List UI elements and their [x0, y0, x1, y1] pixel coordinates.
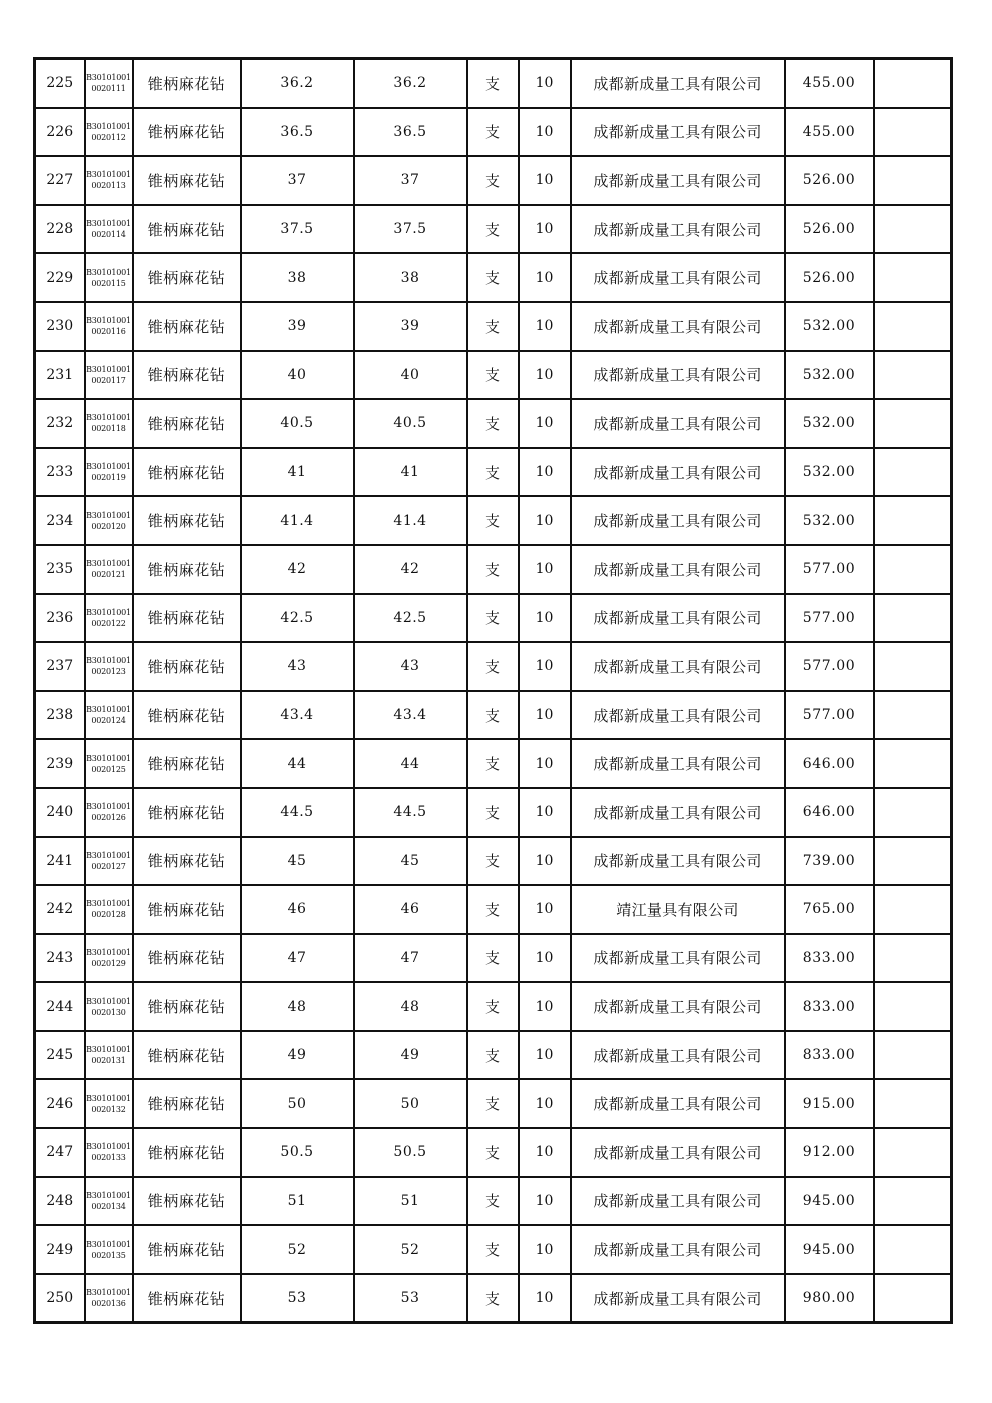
table-body [35, 59, 952, 1323]
manufacturer: 成都新成量工具有限公司 [571, 351, 785, 400]
item-unit: 支 [467, 1274, 519, 1323]
item-name: 锥柄麻花钻 [133, 1128, 241, 1177]
item-code: B301010010020129 [85, 934, 133, 983]
unit-price: 526.00 [785, 205, 874, 254]
item-model: 49 [354, 1031, 467, 1080]
row-number: 232 [35, 399, 85, 448]
manufacturer: 成都新成量工具有限公司 [571, 1225, 785, 1274]
item-unit: 支 [467, 982, 519, 1031]
remark-cell [874, 594, 952, 643]
item-name: 锥柄麻花钻 [133, 351, 241, 400]
item-code: B301010010020123 [85, 642, 133, 691]
item-name: 锥柄麻花钻 [133, 156, 241, 205]
item-quantity: 10 [519, 1079, 571, 1128]
manufacturer: 成都新成量工具有限公司 [571, 1274, 785, 1323]
remark-cell [874, 739, 952, 788]
item-code: B301010010020121 [85, 545, 133, 594]
item-name: 锥柄麻花钻 [133, 253, 241, 302]
item-name: 锥柄麻花钻 [133, 1079, 241, 1128]
item-unit: 支 [467, 1079, 519, 1128]
item-name: 锥柄麻花钻 [133, 739, 241, 788]
item-model: 37 [354, 156, 467, 205]
item-unit: 支 [467, 594, 519, 643]
item-name: 锥柄麻花钻 [133, 1225, 241, 1274]
item-quantity: 10 [519, 1225, 571, 1274]
item-spec: 39 [241, 302, 354, 351]
item-quantity: 10 [519, 837, 571, 886]
item-model: 42 [354, 545, 467, 594]
item-model: 40 [354, 351, 467, 400]
item-name: 锥柄麻花钻 [133, 642, 241, 691]
table-row [35, 691, 952, 740]
item-unit: 支 [467, 545, 519, 594]
manufacturer: 靖江量具有限公司 [571, 885, 785, 934]
item-spec: 36.5 [241, 108, 354, 157]
row-number: 240 [35, 788, 85, 837]
row-number: 229 [35, 253, 85, 302]
unit-price: 532.00 [785, 399, 874, 448]
item-code: B301010010020115 [85, 253, 133, 302]
item-code: B301010010020116 [85, 302, 133, 351]
row-number: 230 [35, 302, 85, 351]
item-spec: 42.5 [241, 594, 354, 643]
item-code: B301010010020114 [85, 205, 133, 254]
row-number: 236 [35, 594, 85, 643]
item-unit: 支 [467, 934, 519, 983]
unit-price: 532.00 [785, 351, 874, 400]
item-model: 36.5 [354, 108, 467, 157]
remark-cell [874, 788, 952, 837]
item-spec: 48 [241, 982, 354, 1031]
item-unit: 支 [467, 351, 519, 400]
item-spec: 42 [241, 545, 354, 594]
item-spec: 41 [241, 448, 354, 497]
remark-cell [874, 253, 952, 302]
item-model: 40.5 [354, 399, 467, 448]
item-quantity: 10 [519, 302, 571, 351]
item-name: 锥柄麻花钻 [133, 1177, 241, 1226]
unit-price: 646.00 [785, 788, 874, 837]
unit-price: 532.00 [785, 302, 874, 351]
item-model: 39 [354, 302, 467, 351]
item-quantity: 10 [519, 205, 571, 254]
item-spec: 52 [241, 1225, 354, 1274]
row-number: 237 [35, 642, 85, 691]
remark-cell [874, 982, 952, 1031]
unit-price: 577.00 [785, 642, 874, 691]
remark-cell [874, 545, 952, 594]
item-spec: 46 [241, 885, 354, 934]
item-model: 50.5 [354, 1128, 467, 1177]
unit-price: 833.00 [785, 934, 874, 983]
item-code: B301010010020112 [85, 108, 133, 157]
remark-cell [874, 59, 952, 108]
item-name: 锥柄麻花钻 [133, 594, 241, 643]
item-spec: 44.5 [241, 788, 354, 837]
table-row [35, 545, 952, 594]
unit-price: 532.00 [785, 448, 874, 497]
item-code: B301010010020132 [85, 1079, 133, 1128]
item-name: 锥柄麻花钻 [133, 545, 241, 594]
item-code: B301010010020130 [85, 982, 133, 1031]
item-spec: 37 [241, 156, 354, 205]
item-model: 41.4 [354, 496, 467, 545]
manufacturer: 成都新成量工具有限公司 [571, 59, 785, 108]
item-model: 43.4 [354, 691, 467, 740]
table-row [35, 448, 952, 497]
table-row [35, 1274, 952, 1323]
item-quantity: 10 [519, 545, 571, 594]
item-model: 37.5 [354, 205, 467, 254]
item-name: 锥柄麻花钻 [133, 496, 241, 545]
item-spec: 47 [241, 934, 354, 983]
item-unit: 支 [467, 1177, 519, 1226]
item-model: 51 [354, 1177, 467, 1226]
item-name: 锥柄麻花钻 [133, 205, 241, 254]
table-row [35, 496, 952, 545]
item-quantity: 10 [519, 496, 571, 545]
remark-cell [874, 496, 952, 545]
item-spec: 44 [241, 739, 354, 788]
item-quantity: 10 [519, 1031, 571, 1080]
table-row [35, 885, 952, 934]
item-quantity: 10 [519, 448, 571, 497]
table-row [35, 59, 952, 108]
item-code: B301010010020124 [85, 691, 133, 740]
row-number: 242 [35, 885, 85, 934]
manufacturer: 成都新成量工具有限公司 [571, 496, 785, 545]
item-quantity: 10 [519, 594, 571, 643]
manufacturer: 成都新成量工具有限公司 [571, 1079, 785, 1128]
item-quantity: 10 [519, 934, 571, 983]
remark-cell [874, 691, 952, 740]
item-spec: 45 [241, 837, 354, 886]
unit-price: 646.00 [785, 739, 874, 788]
remark-cell [874, 205, 952, 254]
item-quantity: 10 [519, 59, 571, 108]
remark-cell [874, 351, 952, 400]
item-code: B301010010020128 [85, 885, 133, 934]
remark-cell [874, 1031, 952, 1080]
item-spec: 40.5 [241, 399, 354, 448]
table-row [35, 302, 952, 351]
remark-cell [874, 642, 952, 691]
table-row [35, 1128, 952, 1177]
manufacturer: 成都新成量工具有限公司 [571, 156, 785, 205]
item-quantity: 10 [519, 691, 571, 740]
item-name: 锥柄麻花钻 [133, 1031, 241, 1080]
item-spec: 40 [241, 351, 354, 400]
item-code: B301010010020125 [85, 739, 133, 788]
item-name: 锥柄麻花钻 [133, 788, 241, 837]
unit-price: 833.00 [785, 1031, 874, 1080]
unit-price: 455.00 [785, 59, 874, 108]
row-number: 243 [35, 934, 85, 983]
row-number: 248 [35, 1177, 85, 1226]
manufacturer: 成都新成量工具有限公司 [571, 399, 785, 448]
item-unit: 支 [467, 108, 519, 157]
item-spec: 41.4 [241, 496, 354, 545]
row-number: 244 [35, 982, 85, 1031]
manufacturer: 成都新成量工具有限公司 [571, 1177, 785, 1226]
remark-cell [874, 1177, 952, 1226]
row-number: 231 [35, 351, 85, 400]
remark-cell [874, 399, 952, 448]
item-code: B301010010020118 [85, 399, 133, 448]
item-unit: 支 [467, 885, 519, 934]
table-row [35, 351, 952, 400]
item-model: 36.2 [354, 59, 467, 108]
item-spec: 51 [241, 1177, 354, 1226]
item-code: B301010010020131 [85, 1031, 133, 1080]
item-quantity: 10 [519, 253, 571, 302]
item-model: 53 [354, 1274, 467, 1323]
table-row [35, 399, 952, 448]
item-code: B301010010020133 [85, 1128, 133, 1177]
row-number: 227 [35, 156, 85, 205]
remark-cell [874, 108, 952, 157]
remark-cell [874, 448, 952, 497]
item-quantity: 10 [519, 108, 571, 157]
item-name: 锥柄麻花钻 [133, 108, 241, 157]
item-code: B301010010020111 [85, 59, 133, 108]
item-quantity: 10 [519, 788, 571, 837]
item-model: 48 [354, 982, 467, 1031]
unit-price: 833.00 [785, 982, 874, 1031]
price-list-table [33, 57, 953, 1324]
manufacturer: 成都新成量工具有限公司 [571, 1128, 785, 1177]
manufacturer: 成都新成量工具有限公司 [571, 108, 785, 157]
item-model: 52 [354, 1225, 467, 1274]
item-code: B301010010020135 [85, 1225, 133, 1274]
item-code: B301010010020134 [85, 1177, 133, 1226]
item-quantity: 10 [519, 351, 571, 400]
item-model: 43 [354, 642, 467, 691]
manufacturer: 成都新成量工具有限公司 [571, 448, 785, 497]
item-quantity: 10 [519, 1128, 571, 1177]
row-number: 225 [35, 59, 85, 108]
item-name: 锥柄麻花钻 [133, 399, 241, 448]
manufacturer: 成都新成量工具有限公司 [571, 545, 785, 594]
row-number: 249 [35, 1225, 85, 1274]
item-unit: 支 [467, 1225, 519, 1274]
item-name: 锥柄麻花钻 [133, 982, 241, 1031]
item-model: 38 [354, 253, 467, 302]
item-code: B301010010020117 [85, 351, 133, 400]
row-number: 228 [35, 205, 85, 254]
row-number: 226 [35, 108, 85, 157]
table-row [35, 642, 952, 691]
item-name: 锥柄麻花钻 [133, 885, 241, 934]
item-unit: 支 [467, 739, 519, 788]
manufacturer: 成都新成量工具有限公司 [571, 788, 785, 837]
unit-price: 915.00 [785, 1079, 874, 1128]
unit-price: 577.00 [785, 691, 874, 740]
unit-price: 945.00 [785, 1177, 874, 1226]
row-number: 247 [35, 1128, 85, 1177]
item-unit: 支 [467, 1128, 519, 1177]
manufacturer: 成都新成量工具有限公司 [571, 302, 785, 351]
table-row [35, 837, 952, 886]
item-name: 锥柄麻花钻 [133, 59, 241, 108]
row-number: 245 [35, 1031, 85, 1080]
remark-cell [874, 156, 952, 205]
table-row [35, 156, 952, 205]
table-row [35, 739, 952, 788]
row-number: 246 [35, 1079, 85, 1128]
manufacturer: 成都新成量工具有限公司 [571, 1031, 785, 1080]
item-model: 41 [354, 448, 467, 497]
unit-price: 912.00 [785, 1128, 874, 1177]
item-unit: 支 [467, 59, 519, 108]
item-unit: 支 [467, 253, 519, 302]
row-number: 239 [35, 739, 85, 788]
item-quantity: 10 [519, 739, 571, 788]
item-model: 46 [354, 885, 467, 934]
item-name: 锥柄麻花钻 [133, 1274, 241, 1323]
table-row [35, 788, 952, 837]
item-name: 锥柄麻花钻 [133, 302, 241, 351]
item-name: 锥柄麻花钻 [133, 448, 241, 497]
unit-price: 739.00 [785, 837, 874, 886]
item-spec: 43 [241, 642, 354, 691]
item-code: B301010010020126 [85, 788, 133, 837]
unit-price: 980.00 [785, 1274, 874, 1323]
item-spec: 50 [241, 1079, 354, 1128]
row-number: 238 [35, 691, 85, 740]
item-unit: 支 [467, 642, 519, 691]
item-spec: 36.2 [241, 59, 354, 108]
table-row [35, 1225, 952, 1274]
item-unit: 支 [467, 691, 519, 740]
item-unit: 支 [467, 837, 519, 886]
manufacturer: 成都新成量工具有限公司 [571, 691, 785, 740]
manufacturer: 成都新成量工具有限公司 [571, 739, 785, 788]
unit-price: 526.00 [785, 253, 874, 302]
manufacturer: 成都新成量工具有限公司 [571, 837, 785, 886]
item-code: B301010010020119 [85, 448, 133, 497]
item-spec: 43.4 [241, 691, 354, 740]
remark-cell [874, 1079, 952, 1128]
unit-price: 455.00 [785, 108, 874, 157]
manufacturer: 成都新成量工具有限公司 [571, 934, 785, 983]
table-row [35, 108, 952, 157]
table-row [35, 1177, 952, 1226]
item-spec: 37.5 [241, 205, 354, 254]
item-code: B301010010020127 [85, 837, 133, 886]
remark-cell [874, 1225, 952, 1274]
item-spec: 49 [241, 1031, 354, 1080]
item-unit: 支 [467, 448, 519, 497]
unit-price: 577.00 [785, 545, 874, 594]
item-unit: 支 [467, 205, 519, 254]
item-model: 44 [354, 739, 467, 788]
item-quantity: 10 [519, 885, 571, 934]
item-unit: 支 [467, 496, 519, 545]
item-code: B301010010020122 [85, 594, 133, 643]
table-row [35, 594, 952, 643]
item-quantity: 10 [519, 156, 571, 205]
table-row [35, 934, 952, 983]
manufacturer: 成都新成量工具有限公司 [571, 205, 785, 254]
remark-cell [874, 934, 952, 983]
item-model: 50 [354, 1079, 467, 1128]
manufacturer: 成都新成量工具有限公司 [571, 594, 785, 643]
item-model: 47 [354, 934, 467, 983]
item-unit: 支 [467, 302, 519, 351]
unit-price: 526.00 [785, 156, 874, 205]
item-spec: 50.5 [241, 1128, 354, 1177]
item-quantity: 10 [519, 399, 571, 448]
remark-cell [874, 837, 952, 886]
table-row [35, 1079, 952, 1128]
item-code: B301010010020136 [85, 1274, 133, 1323]
remark-cell [874, 1128, 952, 1177]
item-spec: 53 [241, 1274, 354, 1323]
table-row [35, 205, 952, 254]
row-number: 250 [35, 1274, 85, 1323]
item-name: 锥柄麻花钻 [133, 934, 241, 983]
manufacturer: 成都新成量工具有限公司 [571, 642, 785, 691]
item-name: 锥柄麻花钻 [133, 837, 241, 886]
item-quantity: 10 [519, 1177, 571, 1226]
item-spec: 38 [241, 253, 354, 302]
manufacturer: 成都新成量工具有限公司 [571, 982, 785, 1031]
unit-price: 577.00 [785, 594, 874, 643]
item-name: 锥柄麻花钻 [133, 691, 241, 740]
row-number: 233 [35, 448, 85, 497]
table-row [35, 982, 952, 1031]
item-model: 42.5 [354, 594, 467, 643]
row-number: 234 [35, 496, 85, 545]
unit-price: 945.00 [785, 1225, 874, 1274]
item-quantity: 10 [519, 642, 571, 691]
remark-cell [874, 302, 952, 351]
unit-price: 765.00 [785, 885, 874, 934]
item-code: B301010010020120 [85, 496, 133, 545]
item-quantity: 10 [519, 982, 571, 1031]
manufacturer: 成都新成量工具有限公司 [571, 253, 785, 302]
table-row [35, 1031, 952, 1080]
item-unit: 支 [467, 1031, 519, 1080]
item-model: 44.5 [354, 788, 467, 837]
item-unit: 支 [467, 156, 519, 205]
row-number: 235 [35, 545, 85, 594]
item-unit: 支 [467, 788, 519, 837]
row-number: 241 [35, 837, 85, 886]
item-code: B301010010020113 [85, 156, 133, 205]
remark-cell [874, 1274, 952, 1323]
item-quantity: 10 [519, 1274, 571, 1323]
remark-cell [874, 885, 952, 934]
item-unit: 支 [467, 399, 519, 448]
table-row [35, 253, 952, 302]
item-model: 45 [354, 837, 467, 886]
unit-price: 532.00 [785, 496, 874, 545]
